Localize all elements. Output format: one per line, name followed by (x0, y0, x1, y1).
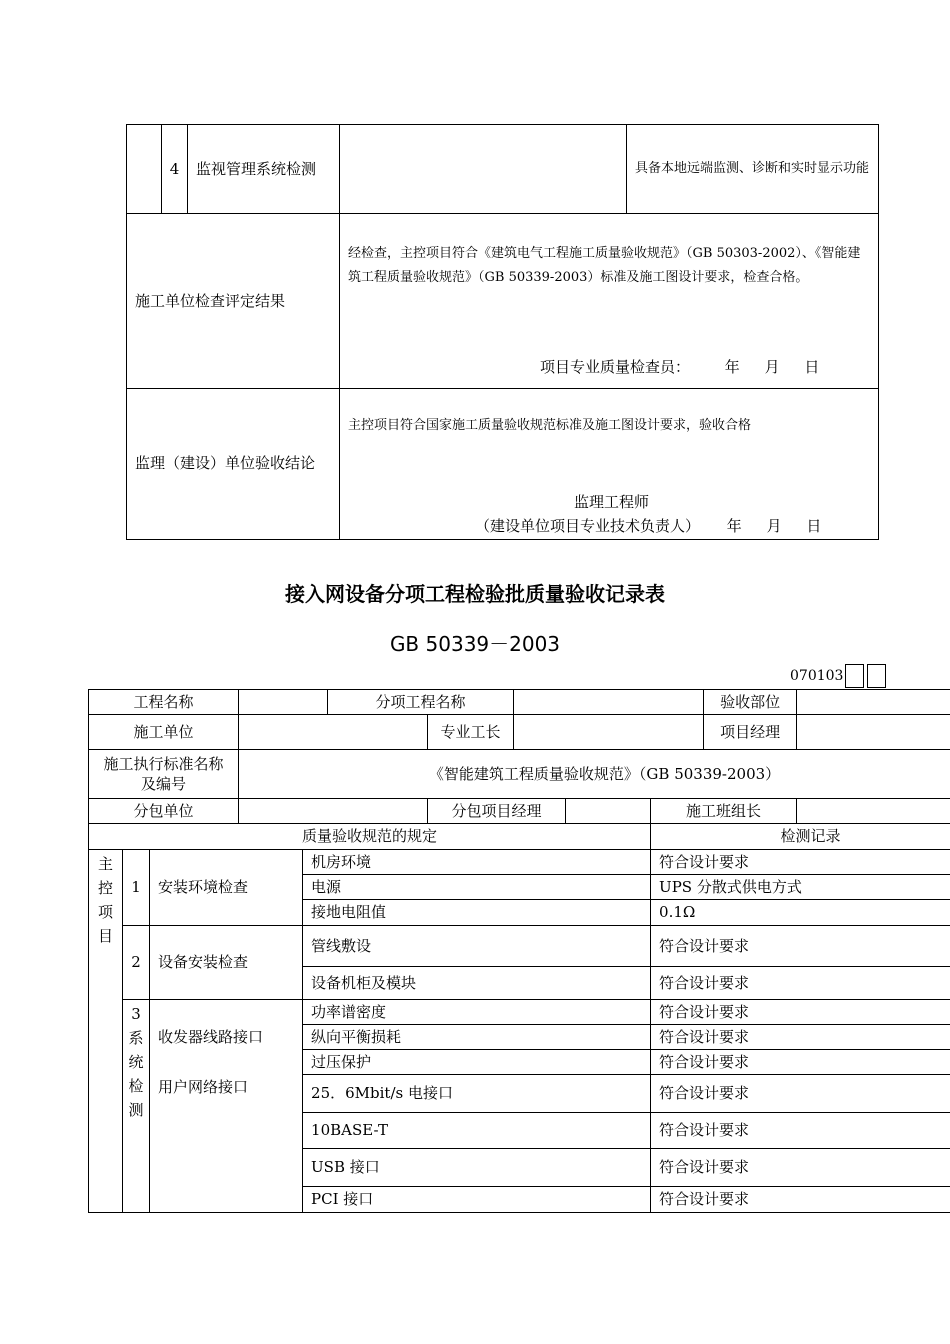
acceptance-part-label: 验收部位 (704, 690, 797, 715)
check-item: USB 接口 (303, 1149, 651, 1187)
acceptance-part-value[interactable] (797, 690, 950, 715)
month-label: 月 (766, 517, 782, 535)
inspector-label: 项目专业质量检查员： (540, 358, 691, 376)
project-manager-value[interactable] (797, 715, 950, 750)
spec-header: 质量验收规范的规定 (89, 824, 651, 850)
acceptance-form-table (88, 689, 950, 1213)
construction-unit-value[interactable] (239, 715, 428, 750)
check-item: 功率谱密度 (303, 1000, 651, 1025)
check-item: PCI 接口 (303, 1187, 651, 1213)
check-record[interactable]: 符合设计要求 (651, 1113, 950, 1149)
code-box[interactable] (845, 664, 864, 688)
foreman-value[interactable] (514, 715, 704, 750)
subgroup-name: 收发器线路接口 (150, 1000, 303, 1075)
check-record[interactable]: 符合设计要求 (651, 1050, 950, 1075)
group-number: 1 (123, 850, 150, 926)
supervision-signature (475, 516, 855, 536)
supervision-cell (340, 389, 879, 540)
check-record[interactable]: 符合设计要求 (651, 1075, 950, 1113)
check-item: 接地电阻值 (303, 900, 651, 926)
sub-project-name-value[interactable] (514, 690, 704, 715)
project-name-label: 工程名称 (89, 690, 239, 715)
month-label: 月 (764, 358, 780, 376)
standard-label: 施工执行标准名称及编号 (89, 750, 239, 799)
standard-value: 《智能建筑工程质量验收规范》（GB 50339-2003） (239, 750, 950, 799)
check-record[interactable]: 符合设计要求 (651, 1149, 950, 1187)
check-record[interactable]: 符合设计要求 (651, 1187, 950, 1213)
check-record[interactable]: 符合设计要求 (651, 1000, 950, 1025)
check-item: 纵向平衡损耗 (303, 1025, 651, 1050)
item-name: 监视管理系统检测 (188, 125, 340, 214)
blank-cell (340, 125, 627, 214)
project-manager-label: 项目经理 (704, 715, 797, 750)
check-record[interactable]: 符合设计要求 (651, 1025, 950, 1050)
check-item: 管线敷设 (303, 926, 651, 967)
foreman-label: 专业工长 (428, 715, 514, 750)
record-header: 检测记录 (651, 824, 950, 850)
construction-signature (540, 357, 860, 377)
sub-manager-value[interactable] (566, 799, 651, 824)
group-name: 安装环境检查 (150, 850, 303, 926)
check-item: 机房环境 (303, 850, 651, 875)
system-test-label: 3 系 统 检 测 (123, 1000, 150, 1213)
project-name-value[interactable] (239, 690, 328, 715)
team-leader-label: 施工班组长 (651, 799, 797, 824)
item-number: 4 (162, 125, 188, 214)
construction-result-text: 经检查，主控项目符合《建筑电气工程施工质量验收规范》（GB 50303-2002）、《智能建筑工程质量验收规范》（GB 50339-2003）标准及施工图设计要求，检查合格。 (348, 246, 861, 286)
day-label: 日 (806, 517, 822, 535)
sub-manager-label: 分包项目经理 (428, 799, 566, 824)
check-item: 过压保护 (303, 1050, 651, 1075)
check-record[interactable]: UPS 分散式供电方式 (651, 875, 950, 900)
group-name: 设备安装检查 (150, 926, 303, 1000)
owner-rep-label: （建设单位项目专业技术负责人） (475, 517, 701, 535)
subgroup-name: 用户网络接口 (150, 1075, 303, 1213)
subcontractor-value[interactable] (239, 799, 428, 824)
construction-result-cell (340, 214, 879, 389)
check-record[interactable]: 0.1Ω (651, 900, 950, 926)
blank-cell (127, 125, 162, 214)
form-standard: GB 50339－2003 (389, 632, 561, 656)
check-item: 10BASE-T (303, 1113, 651, 1149)
group-number: 2 (123, 926, 150, 1000)
team-leader-value[interactable] (797, 799, 950, 824)
year-label: 年 (726, 517, 742, 535)
check-item: 设备机柜及模块 (303, 967, 651, 1000)
subcontractor-label: 分包单位 (89, 799, 239, 824)
sub-project-name-label: 分项工程名称 (328, 690, 514, 715)
form-code: 070103 (790, 668, 844, 684)
year-label: 年 (724, 358, 740, 376)
construction-unit-label: 施工单位 (89, 715, 239, 750)
supervisor-engineer: 监理工程师 (574, 493, 650, 511)
check-record[interactable]: 符合设计要求 (651, 967, 950, 1000)
previous-form-table (126, 124, 879, 540)
check-item: 电源 (303, 875, 651, 900)
check-record[interactable]: 符合设计要求 (651, 926, 950, 967)
code-box[interactable] (867, 664, 886, 688)
check-item: 25．6Mbit/s 电接口 (303, 1075, 651, 1113)
day-label: 日 (804, 358, 820, 376)
item-note: 具备本地远端监测、诊断和实时显示功能 (627, 125, 879, 214)
check-record[interactable]: 符合设计要求 (651, 850, 950, 875)
form-title: 接入网设备分项工程检验批质量验收记录表 (285, 582, 665, 606)
supervision-text: 主控项目符合国家施工质量验收规范标准及施工图设计要求，验收合格 (348, 418, 752, 433)
construction-result-label: 施工单位检查评定结果 (127, 214, 340, 389)
main-control-label: 主 控 项 目 (89, 850, 123, 1213)
supervision-label: 监理（建设）单位验收结论 (127, 389, 340, 540)
